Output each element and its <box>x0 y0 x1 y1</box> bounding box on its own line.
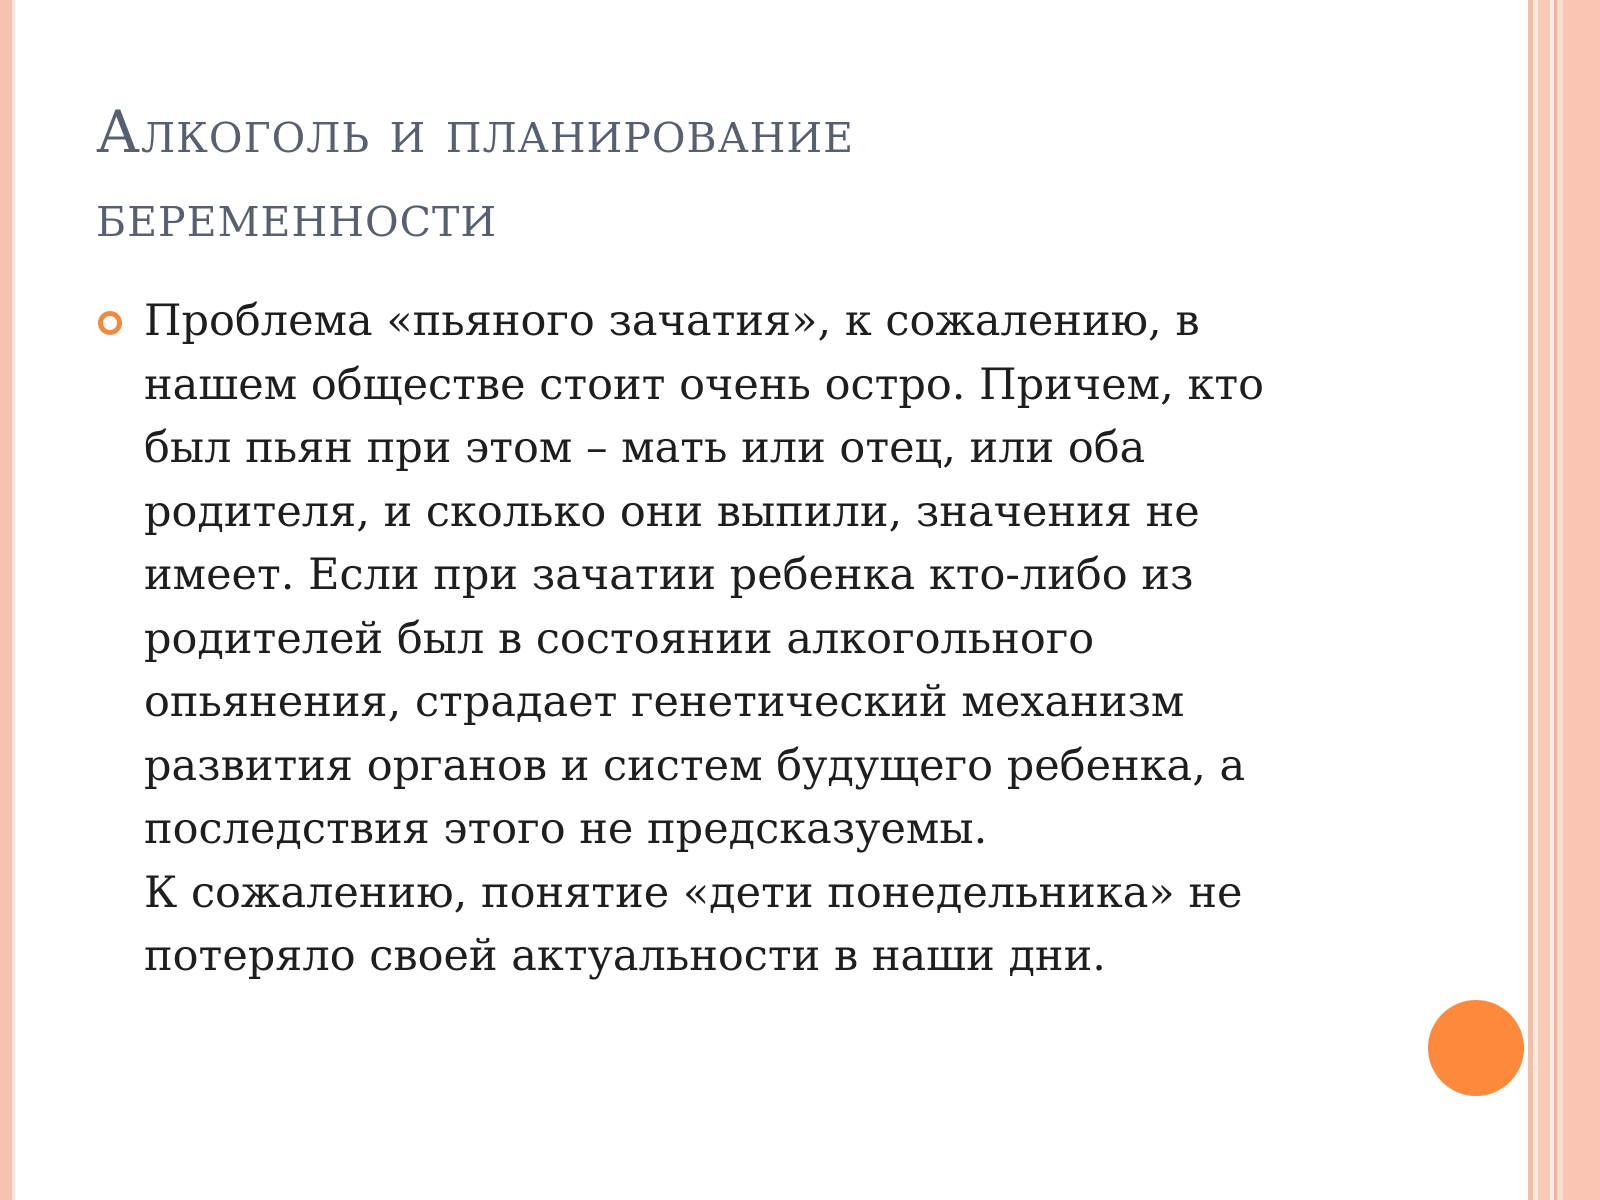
bullet-paragraph-2: К сожалению, понятие «дети понедельника» не потеряло своей актуальности в наши дни. <box>144 867 1243 981</box>
right-stripes-decoration <box>1528 0 1600 1200</box>
slide-title-line2: беременности <box>96 182 498 250</box>
slide-content <box>96 290 1396 989</box>
orange-circle-decoration <box>1428 1000 1524 1096</box>
bullet-item <box>96 290 1396 989</box>
stripe <box>1538 0 1550 1200</box>
slide-title <box>96 90 1476 258</box>
stripe <box>1563 0 1600 1200</box>
left-border-decoration <box>0 0 12 1200</box>
bullet-paragraph-1: Проблема «пьяного зачатия», к сожалению, в нашем обществе стоит очень остро. Причем, кто был пьян при этом – мать или отец, или оба родителя, и сколько они выпили, значения не имеет. Если при зачатии ребенка кто-либо из родителей был в состоянии алкогольного опьянения, страдает генетический механизм развития органов и систем будущего ребенка, а последствия этого не предсказуемы. <box>144 296 1265 854</box>
slide-title-line1: Алкоголь и планирование <box>96 98 855 166</box>
circle-outline-bullet-icon <box>98 311 122 335</box>
